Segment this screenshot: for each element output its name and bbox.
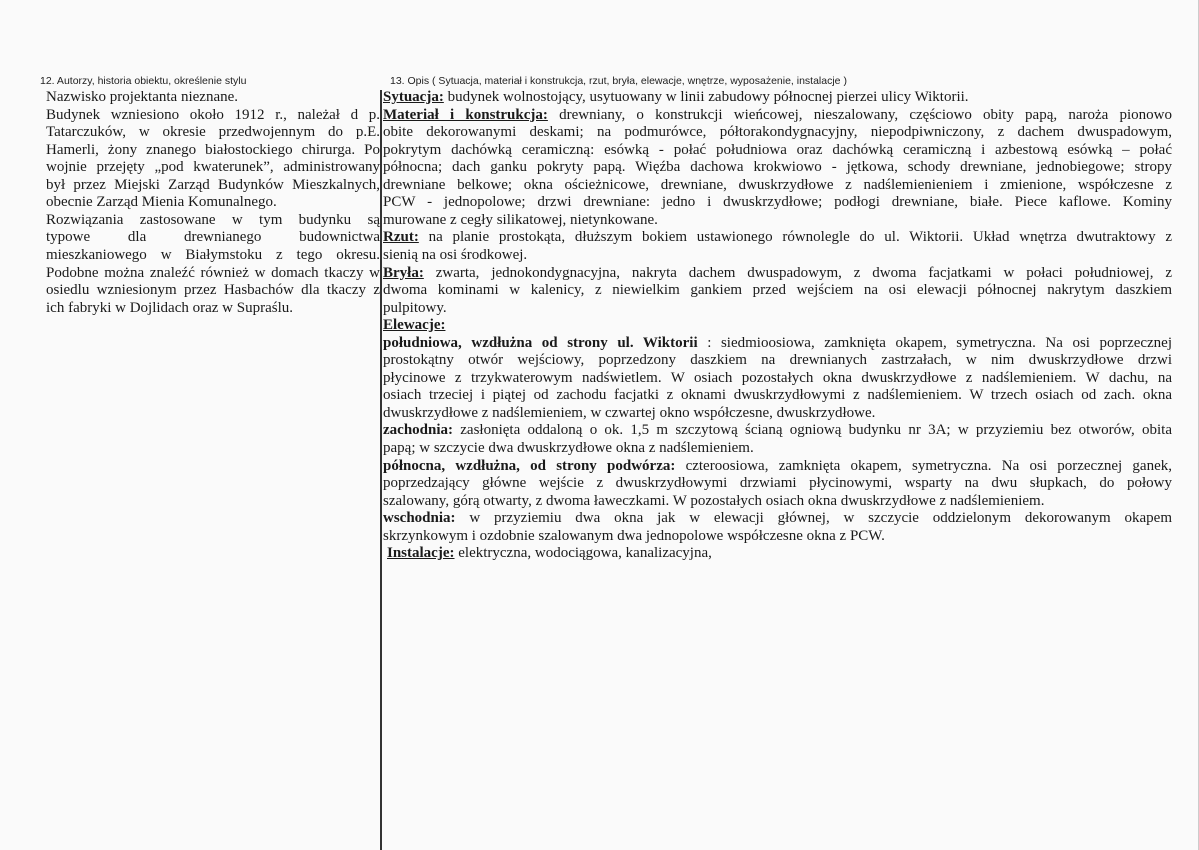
column-divider — [380, 90, 382, 850]
line-text: Hamerli, żony znanego białostockiego chirurga. Po — [46, 141, 380, 158]
section-12-header: 12. Autorzy, historia obiektu, określenie stylu — [40, 75, 247, 87]
text-line — [383, 405, 1172, 423]
text-line — [46, 229, 380, 247]
line-text: pokrytym dachówką ceramiczną: esówką - połać południowa oraz dachówką ceramiczną i azbestową esówką – połać — [383, 141, 1172, 158]
line-text: drewniane belkowe; okna ościeżnicowe, drewniane, dwuskrzydłowe z nadślemienieniem i zmienione, współczesne z — [383, 176, 1172, 193]
text-line — [46, 159, 380, 177]
line-text: Budynek wzniesiono około 1912 r., należał d p. — [46, 106, 380, 123]
line-text: dwoma kominami w kalenicy, z niewielkim gankiem przed wejściem na osi elewacji północnej nakrytym daszkiem — [383, 282, 1172, 299]
text-line — [46, 265, 380, 283]
line-text: pulpitowy. — [383, 299, 447, 316]
section-label: Elewacje: — [383, 317, 446, 334]
line-text: papą; w szczycie dwa dwuskrzydłowe okna z nadślemieniem. — [383, 440, 754, 456]
section-label: północna, wzdłużna, od strony podwórza: — [383, 457, 676, 474]
line-text: na planie prostokąta, dłuższym bokiem ustawionego równolegle do ul. Wiktorii. Układ wnętrza dwutraktowy z — [428, 229, 1173, 246]
line-text: elektryczna, wodociągowa, kanalizacyjna, — [454, 545, 712, 562]
line-text: Nazwisko projektanta nieznane. — [46, 89, 239, 105]
text-line — [383, 159, 1172, 177]
line-text: płycinowe z trzykwaterowym nadświetlem. W osiach pozostałych okna dwuskrzydłowe z nadślemieniem. W dachu, na — [383, 369, 1172, 386]
text-line — [46, 212, 380, 230]
line-text: czteroosiowa, zamknięta okapem, symetryczna. Na osi porzecznej ganek, — [685, 457, 1172, 474]
line-text: Tatarczuków, w okresie przedwojennym do p.E. — [46, 124, 380, 141]
text-line — [383, 89, 1172, 107]
text-line — [383, 458, 1172, 476]
text-line — [383, 440, 1172, 458]
text-line — [46, 107, 380, 125]
line-text: w przyziemiu dwa okna jak w elewacji głównej, w szczycie oddzielonym dekorowanym okapem — [469, 510, 1173, 527]
line-text: osiedlu wzniesionym przez Hasbachów dla tkaczy z — [46, 282, 380, 299]
text-line — [383, 282, 1172, 300]
text-line — [383, 107, 1172, 125]
text-line — [383, 528, 1172, 546]
line-text: szalowany, górą otwarty, z dwoma ławeczkami. W pozostałych osiach okna dwuskrzydłowe z nadślemieniem. — [383, 492, 1045, 509]
text-line — [383, 510, 1172, 528]
text-line — [46, 282, 380, 300]
line-text: obecnie Zarząd Mienia Komunalnego. — [46, 194, 277, 211]
line-text: PCW - jednopolowe; drzwi drewniane: jedno i dwuskrzydłowe; podłogi drewniane, białe. Piece kaflowe. Kominy — [383, 194, 1172, 211]
line-text: : siedmioosiowa, zamknięta okapem, symetryczna. Na osi poprzecznej — [707, 334, 1172, 351]
text-line — [383, 545, 1172, 563]
line-text: Podobne można znaleźć również w domach tkaczy w — [46, 264, 380, 281]
text-line — [383, 177, 1172, 195]
text-line — [383, 475, 1172, 493]
text-line — [383, 422, 1172, 440]
text-line — [383, 265, 1172, 283]
text-line — [46, 194, 380, 212]
text-line — [383, 247, 1172, 265]
text-line — [383, 335, 1172, 353]
line-text: był przez Miejski Zarząd Budynków Mieszkalnych, — [46, 176, 380, 193]
line-text: północna; dach ganku pokryty papą. Więźba dachowa krokwiowo - jętkowa, schody drewniane, jednobiegowe; stropy — [383, 159, 1172, 176]
line-text: wojnie przejęty „pod kwaterunek”, administrowany — [46, 159, 380, 176]
text-line — [383, 124, 1172, 142]
text-line — [383, 212, 1172, 230]
line-text: zwarta, jednokondygnacyjna, nakryta dachem dwuspadowym, z dwoma facjatkami w połaci południowej, z — [435, 264, 1173, 281]
text-line — [46, 142, 380, 160]
text-line — [46, 124, 380, 142]
line-text: poprzedzający główne wejście z dwuskrzydłowymi drzwiami płycinowymi, wsparty na dwu słupkach, do połowy — [383, 475, 1172, 492]
section-label: zachodnia: — [383, 422, 454, 439]
line-text: dwuskrzydłowe z nadślemieniem, w czwartej okno współczesne, dwuskrzydłowe. — [383, 404, 876, 421]
line-text: zasłonięta oddaloną o ok. 1,5 m szczytową ścianą ogniową budynku nr 3A; w przyziemiu bez otworów, obita — [460, 422, 1173, 439]
line-text: osiach trzeciej i piątej od zachodu facjatki z oknami dwuskrzydłowymi z nadślemieniem. W trzech osiach od zach. okna — [383, 387, 1172, 404]
section-label: wschodnia: — [383, 510, 456, 527]
line-text: Rozwiązania zastosowane w tym budynku są — [46, 211, 380, 228]
line-text: budynek wolnostojący, usytuowany w linii zabudowy północnej pierzei ulicy Wiktorii. — [443, 89, 969, 105]
line-text: obite dekorowanymi deskami; na podmurówce, półtorakondygnacyjny, niepodpiwniczony, z dachem dwuspadowym, — [383, 124, 1172, 141]
section-label: Bryła: — [383, 264, 424, 281]
section-label: Rzut: — [383, 229, 419, 246]
line-text: mieszkaniowego w Białymstoku z tego okresu. — [46, 246, 380, 263]
section-13-header: 13. Opis ( Sytuacja, materiał i konstrukcja, rzut, bryła, elewacje, wnętrze, wyposażenie, instalacje ) — [390, 75, 847, 87]
text-line — [383, 142, 1172, 160]
section-label: południowa, wzdłużna od strony ul. Wiktorii — [383, 334, 698, 351]
text-line — [46, 247, 380, 265]
text-line — [383, 317, 1172, 335]
text-line — [383, 493, 1172, 511]
text-line — [383, 387, 1172, 405]
line-text: prostokątny otwór wejściowy, poprzedzony daszkiem na drewnianych zastrzałach, w nim dwuskrzydłowe drzwi — [383, 352, 1172, 369]
text-line — [383, 300, 1172, 318]
line-text: typowe dla drewnianego budownictwa — [46, 229, 380, 246]
text-line — [383, 352, 1172, 370]
text-line — [383, 370, 1172, 388]
line-text: drewniany, o konstrukcji wieńcowej, nieszalowany, częściowo obity papą, naroża pionowo — [559, 106, 1172, 123]
text-line — [46, 300, 380, 318]
text-line — [383, 229, 1172, 247]
line-text: sienią na osi środkowej. — [383, 246, 528, 263]
text-line — [46, 89, 380, 107]
section-label: Instalacje: — [387, 545, 455, 562]
section-label: Materiał i konstrukcja: — [383, 106, 548, 123]
line-text: skrzynkowym i ozdobnie szalowanym dwa jednopolowe współczesne okna z PCW. — [383, 527, 885, 544]
section-label: Sytuacja: — [383, 89, 444, 105]
line-text: murowane z cegły silikatowej, nietynkowane. — [383, 211, 658, 228]
line-text: ich fabryki w Dojlidach oraz w Supraślu. — [46, 299, 294, 316]
text-line — [383, 194, 1172, 212]
text-line — [46, 177, 380, 195]
